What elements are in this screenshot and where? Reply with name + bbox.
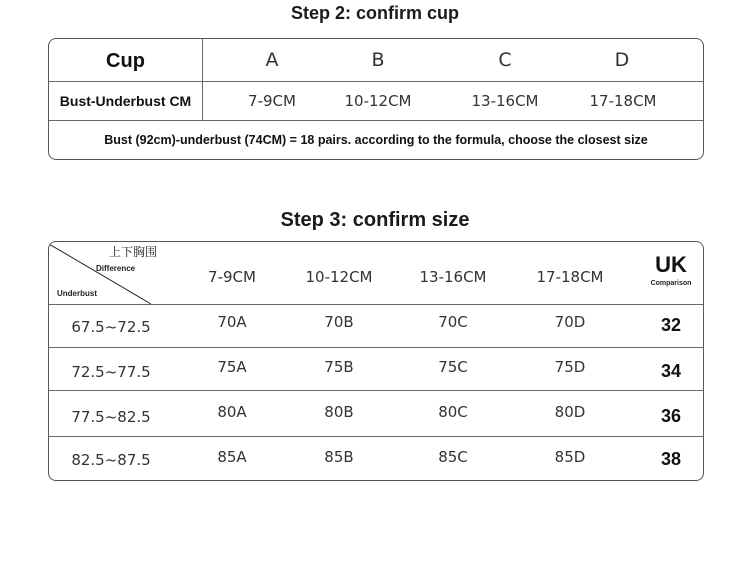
divider (49, 347, 703, 348)
uk-size: 36 (660, 405, 682, 426)
step3-title: Step 3: confirm size (280, 209, 470, 231)
size-cell: 85D (554, 448, 586, 466)
cup-table (48, 38, 704, 160)
size-cell: 85B (324, 448, 354, 466)
uk-header: UK (655, 252, 687, 277)
size-cell: 70A (217, 313, 247, 331)
size-cell: 75C (438, 358, 468, 376)
formula-note: Bust (92cm)-underbust (74CM) = 18 pairs. according to the formula, choose the closest size (104, 133, 648, 147)
size-cell: 75D (554, 358, 586, 376)
underbust-range: 77.5~82.5 (71, 408, 151, 426)
col-header-1: 7-9CM (208, 268, 256, 286)
size-cell: 85C (438, 448, 468, 466)
underbust-range: 72.5~77.5 (71, 363, 151, 381)
underbust-range: 82.5~87.5 (71, 451, 151, 469)
size-cell: 80D (554, 403, 586, 421)
col-header-3: 13-16CM (419, 268, 487, 286)
size-cell: 80C (438, 403, 468, 421)
cup-c: C (498, 49, 512, 71)
col-header-4: 17-18CM (536, 268, 604, 286)
range-b: 10-12CM (344, 92, 412, 110)
col-header-2: 10-12CM (305, 268, 373, 286)
cup-b: B (371, 49, 385, 71)
cup-d: D (614, 49, 630, 71)
uk-size: 34 (660, 360, 682, 381)
size-cell: 80B (324, 403, 354, 421)
corner-underbust-label: Underbust (57, 288, 97, 298)
range-a: 7-9CM (248, 92, 296, 110)
divider (49, 390, 703, 391)
step2-title: Step 2: confirm cup (290, 3, 460, 23)
size-cell: 70D (554, 313, 586, 331)
size-cell: 70C (438, 313, 468, 331)
size-cell: 75A (217, 358, 247, 376)
cup-a: A (265, 49, 279, 71)
corner-chinese-label: 上下胸围 (109, 244, 158, 259)
uk-size: 38 (660, 448, 682, 469)
cup-header: Cup (106, 49, 145, 72)
divider (49, 436, 703, 437)
divider (202, 39, 203, 120)
size-table (48, 241, 704, 481)
underbust-range: 67.5~72.5 (71, 318, 151, 336)
size-cell: 80A (217, 403, 247, 421)
uk-comparison-label: Comparison (650, 279, 692, 287)
range-d: 17-18CM (589, 92, 657, 110)
bust-underbust-label: Bust-Underbust CM (59, 93, 192, 109)
range-c: 13-16CM (471, 92, 539, 110)
size-cell: 70B (324, 313, 354, 331)
size-cell: 75B (324, 358, 354, 376)
uk-size: 32 (660, 314, 682, 335)
size-cell: 85A (217, 448, 247, 466)
corner-difference-label: Difference (96, 263, 136, 273)
